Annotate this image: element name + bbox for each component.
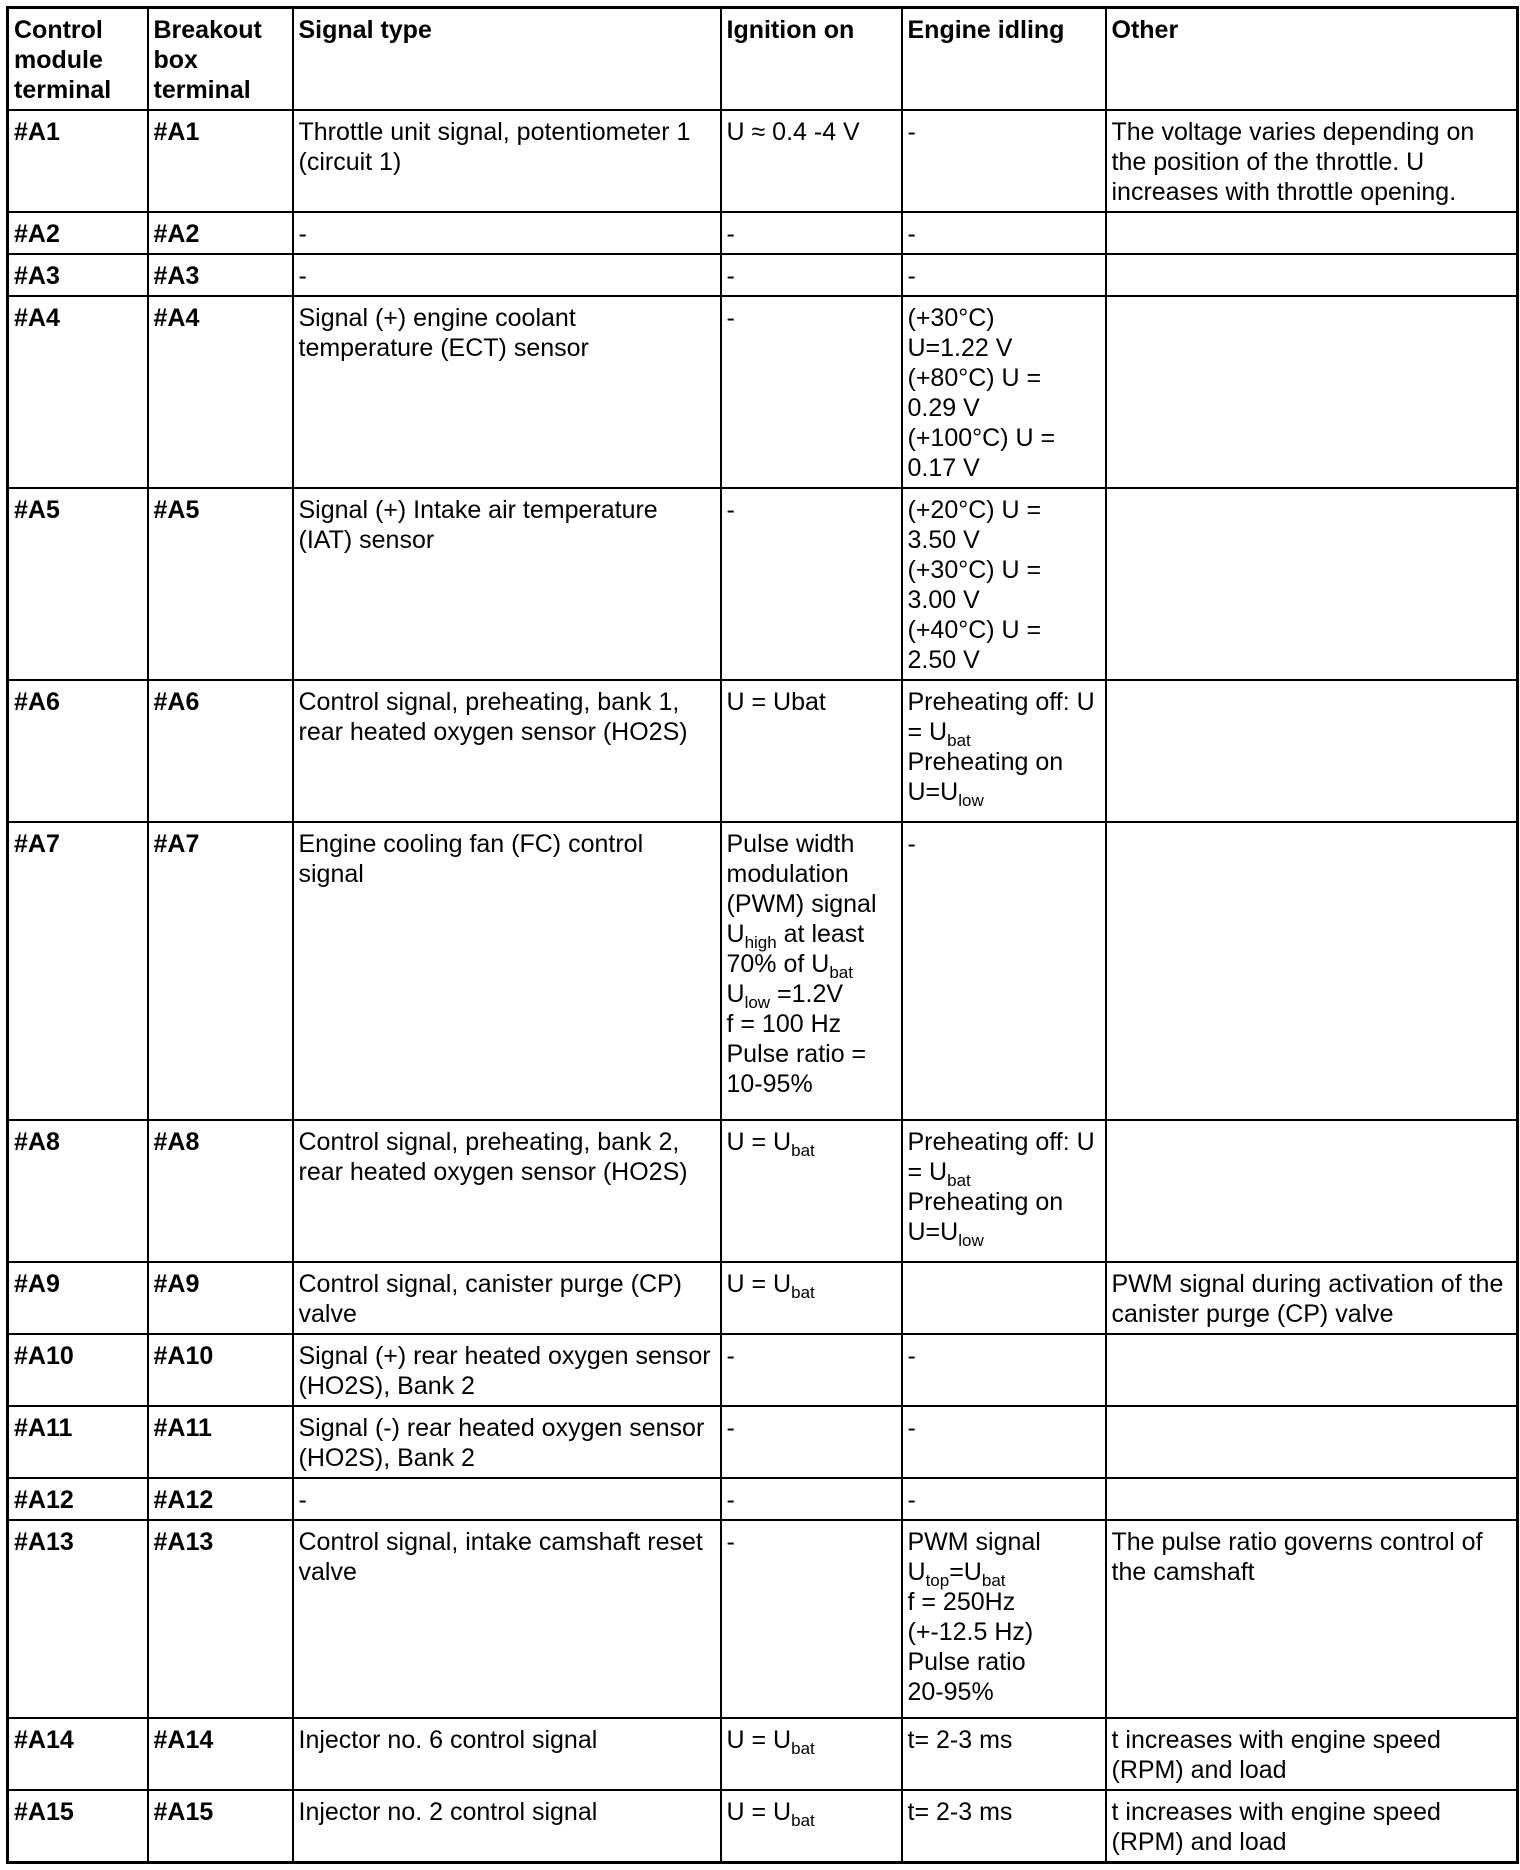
breakout-box-terminal-cell: #A5 <box>148 488 293 680</box>
table-body <box>8 110 1518 1863</box>
cell-line: (circuit 1) <box>298 148 402 176</box>
ignition-on-cell <box>721 1790 902 1863</box>
other-cell <box>1106 254 1518 296</box>
control-module-terminal-cell: #A9 <box>8 1262 148 1334</box>
cell-line <box>908 1797 1101 1827</box>
table-row <box>8 1334 1518 1406</box>
cell-text: (+-12.5 Hz) <box>907 1618 1034 1646</box>
cell-line <box>727 859 897 889</box>
cell-line <box>727 1341 897 1371</box>
cell-text: U = U <box>726 1798 792 1826</box>
cell-text: 0.29 V <box>907 394 980 422</box>
cell-line <box>908 117 1101 147</box>
control-module-terminal-cell: #A8 <box>8 1120 148 1262</box>
cell-line <box>908 219 1101 249</box>
cell-text: at least <box>776 920 865 948</box>
signal-type-cell <box>293 1406 721 1478</box>
cell-line: Control signal, intake camshaft reset <box>298 1528 703 1556</box>
cell-line: Signal (-) rear heated oxygen sensor <box>298 1414 705 1442</box>
other-cell <box>1106 1334 1518 1406</box>
cell-line: The pulse ratio governs control of <box>1111 1528 1483 1556</box>
cell-line <box>907 1217 1101 1250</box>
control-module-terminal-cell: #A1 <box>8 110 148 212</box>
subscript-text: low <box>958 1231 984 1250</box>
cell-line: (HO2S), Bank 2 <box>298 1444 475 1472</box>
cell-line: rear heated oxygen sensor (HO2S) <box>298 718 688 746</box>
cell-text: 2.50 V <box>907 646 980 674</box>
cell-text: =U <box>949 1558 982 1586</box>
cell-line <box>727 1413 897 1443</box>
cell-line <box>727 495 897 525</box>
cell-text: (+100°C) U = <box>907 424 1056 452</box>
control-module-terminal-cell: #A12 <box>8 1478 148 1520</box>
cell-line: - <box>298 220 307 248</box>
breakout-box-terminal-cell: #A6 <box>148 680 293 822</box>
ignition-on-cell <box>721 1334 902 1406</box>
cell-line <box>908 1413 1101 1443</box>
cell-text: t= 2-3 ms <box>907 1726 1013 1754</box>
control-module-terminal-cell: #A13 <box>8 1520 148 1718</box>
header-signal-type: Signal type <box>293 8 721 111</box>
breakout-box-terminal-cell: #A8 <box>148 1120 293 1262</box>
subscript-text: bat <box>791 1283 815 1302</box>
cell-text: 10-95% <box>726 1070 813 1098</box>
signal-type-cell <box>293 1478 721 1520</box>
ignition-on-cell <box>721 680 902 822</box>
cell-text: - <box>726 1414 735 1442</box>
signal-type-cell <box>293 488 721 680</box>
signal-type-cell <box>293 296 721 488</box>
cell-line: Injector no. 6 control signal <box>298 1726 598 1754</box>
cell-line <box>908 615 1101 645</box>
cell-line <box>908 393 1101 423</box>
other-cell <box>1106 110 1518 212</box>
cell-line <box>908 1587 1101 1617</box>
cell-line <box>908 1527 1101 1557</box>
table-row <box>8 296 1518 488</box>
cell-text: (+40°C) U = <box>907 616 1042 644</box>
other-cell <box>1106 488 1518 680</box>
engine-idling-cell <box>902 1718 1106 1790</box>
breakout-box-terminal-cell: #A14 <box>148 1718 293 1790</box>
ignition-on-cell <box>721 110 902 212</box>
cell-line: the position of the throttle. U <box>1111 148 1425 176</box>
cell-text: Preheating on <box>907 748 1064 776</box>
signal-type-cell <box>293 1262 721 1334</box>
cell-line: Signal (+) rear heated oxygen sensor <box>298 1342 711 1370</box>
header-engine-idling: Engine idling <box>902 8 1106 111</box>
subscript-text: bat <box>829 963 853 982</box>
cell-line <box>727 1527 897 1557</box>
cell-text: - <box>726 496 735 524</box>
cell-line <box>727 1009 897 1039</box>
cell-text: Pulse ratio <box>907 1648 1026 1676</box>
cell-text: U=1.22 V <box>907 334 1013 362</box>
engine-idling-cell <box>902 1790 1106 1863</box>
other-cell <box>1106 1120 1518 1262</box>
breakout-box-terminal-cell: #A1 <box>148 110 293 212</box>
table-row <box>8 822 1518 1120</box>
control-module-terminal-cell: #A3 <box>8 254 148 296</box>
cell-line <box>908 363 1101 393</box>
cell-text: - <box>726 304 735 332</box>
cell-line <box>908 303 1101 333</box>
cell-text: (+80°C) U = <box>907 364 1042 392</box>
other-cell <box>1106 1478 1518 1520</box>
cell-line: signal <box>298 860 364 888</box>
ignition-on-cell <box>721 822 902 1120</box>
cell-line <box>908 1725 1101 1755</box>
cell-line: t increases with engine speed <box>1111 1798 1441 1826</box>
cell-line <box>726 1127 897 1160</box>
cell-line <box>726 919 897 952</box>
header-row <box>8 8 1518 111</box>
cell-line: (RPM) and load <box>1111 1828 1287 1856</box>
signal-type-cell <box>293 1334 721 1406</box>
breakout-box-terminal-cell: #A10 <box>148 1334 293 1406</box>
cell-text: U=U <box>907 778 959 806</box>
cell-line: Throttle unit signal, potentiometer 1 <box>298 118 691 146</box>
cell-text: Pulse ratio = <box>726 1040 867 1068</box>
cell-text: = U <box>907 1158 948 1186</box>
header-control-module-terminal: Control module terminal <box>8 8 148 111</box>
control-module-terminal-cell: #A10 <box>8 1334 148 1406</box>
engine-idling-cell <box>902 1520 1106 1718</box>
table-row <box>8 254 1518 296</box>
cell-line <box>908 261 1101 291</box>
table-row <box>8 1262 1518 1334</box>
cell-line <box>726 1797 897 1830</box>
table-row <box>8 1718 1518 1790</box>
cell-text: =1.2V <box>770 980 844 1008</box>
other-cell <box>1106 680 1518 822</box>
cell-text: U=U <box>907 1218 959 1246</box>
ignition-on-cell <box>721 1478 902 1520</box>
cell-text: f = 100 Hz <box>726 1010 842 1038</box>
cell-line <box>727 219 897 249</box>
cell-line <box>726 979 897 1012</box>
other-cell <box>1106 1520 1518 1718</box>
cell-line: canister purge (CP) valve <box>1111 1300 1394 1328</box>
cell-text: U = Ubat <box>726 688 826 716</box>
cell-line <box>908 585 1101 615</box>
cell-text: Preheating off: U <box>907 688 1095 716</box>
cell-line: rear heated oxygen sensor (HO2S) <box>298 1158 688 1186</box>
cell-line: the camshaft <box>1111 1558 1255 1586</box>
cell-line: valve <box>298 1558 357 1586</box>
ignition-on-cell <box>721 212 902 254</box>
cell-line: - <box>298 1486 307 1514</box>
cell-text: U <box>726 920 745 948</box>
cell-line: Signal (+) engine coolant <box>298 304 576 332</box>
cell-text: = U <box>907 718 948 746</box>
cell-line: Control signal, preheating, bank 1, <box>298 688 680 716</box>
cell-line <box>726 1269 897 1302</box>
cell-text: (+30°C) U = <box>907 556 1042 584</box>
control-module-terminal-cell: #A14 <box>8 1718 148 1790</box>
control-module-terminal-cell: #A15 <box>8 1790 148 1863</box>
table-row <box>8 1520 1518 1718</box>
subscript-text: top <box>925 1571 950 1590</box>
engine-idling-cell <box>902 822 1106 1120</box>
other-cell <box>1106 1718 1518 1790</box>
cell-text: 20-95% <box>907 1678 994 1706</box>
subscript-text: bat <box>791 1739 815 1758</box>
cell-text: - <box>726 220 735 248</box>
cell-line <box>727 889 897 919</box>
cell-text: U = U <box>726 1726 792 1754</box>
cell-text: 3.00 V <box>907 586 980 614</box>
engine-idling-cell <box>902 1406 1106 1478</box>
subscript-text: low <box>744 993 771 1012</box>
other-cell <box>1106 212 1518 254</box>
cell-line <box>726 949 897 982</box>
cell-line: (IAT) sensor <box>298 526 435 554</box>
subscript-text: bat <box>947 731 971 750</box>
engine-idling-cell <box>902 212 1106 254</box>
engine-idling-cell <box>902 488 1106 680</box>
subscript-text: bat <box>791 1811 815 1830</box>
cell-line <box>907 717 1101 750</box>
cell-text: U <box>907 1558 926 1586</box>
cell-line: Injector no. 2 control signal <box>298 1798 598 1826</box>
breakout-box-terminal-cell: #A3 <box>148 254 293 296</box>
control-module-terminal-cell: #A4 <box>8 296 148 488</box>
cell-text: - <box>907 1486 916 1514</box>
cell-line: - <box>298 262 307 290</box>
breakout-box-terminal-cell: #A11 <box>148 1406 293 1478</box>
cell-line <box>908 747 1101 777</box>
signal-type-cell <box>293 254 721 296</box>
cell-text: Pulse width <box>726 830 855 858</box>
cell-line <box>908 423 1101 453</box>
cell-line: Engine cooling fan (FC) control <box>298 830 644 858</box>
cell-line <box>726 1725 897 1758</box>
table-row <box>8 212 1518 254</box>
cell-line <box>908 687 1101 717</box>
cell-line <box>908 1677 1101 1707</box>
signal-type-cell <box>293 822 721 1120</box>
cell-line: (RPM) and load <box>1111 1756 1287 1784</box>
cell-line <box>727 1039 897 1069</box>
cell-line <box>727 1485 897 1515</box>
engine-idling-cell <box>902 254 1106 296</box>
cell-text: Preheating on <box>907 1188 1064 1216</box>
cell-line <box>908 1617 1101 1647</box>
cell-line <box>908 829 1101 859</box>
cell-text: PWM signal <box>907 1528 1041 1556</box>
cell-line: The voltage varies depending on <box>1111 118 1475 146</box>
table-row <box>8 488 1518 680</box>
cell-text: U ≈ 0.4 -4 V <box>726 118 860 146</box>
breakout-box-terminal-cell: #A4 <box>148 296 293 488</box>
cell-text: - <box>726 1486 735 1514</box>
control-module-terminal-cell: #A6 <box>8 680 148 822</box>
cell-line <box>727 117 897 147</box>
cell-line <box>727 1069 897 1099</box>
table-row <box>8 110 1518 212</box>
cell-line: increases with throttle opening. <box>1111 178 1457 206</box>
cell-text: 70% of U <box>726 950 830 978</box>
subscript-text: high <box>744 933 777 952</box>
signal-type-cell <box>293 1718 721 1790</box>
breakout-box-terminal-cell: #A9 <box>148 1262 293 1334</box>
engine-idling-cell <box>902 1478 1106 1520</box>
cell-line <box>907 1157 1101 1190</box>
control-module-terminal-cell: #A2 <box>8 212 148 254</box>
cell-text: (PWM) signal <box>726 890 877 918</box>
signal-type-cell <box>293 212 721 254</box>
breakout-box-terminal-cell: #A13 <box>148 1520 293 1718</box>
cell-line <box>908 1187 1101 1217</box>
cell-line <box>727 829 897 859</box>
signal-type-cell <box>293 1120 721 1262</box>
cell-text: - <box>907 1342 916 1370</box>
cell-line <box>908 1341 1101 1371</box>
terminal-signal-table <box>6 6 1519 1864</box>
cell-text: t= 2-3 ms <box>907 1798 1013 1826</box>
cell-line: t increases with engine speed <box>1111 1726 1441 1754</box>
engine-idling-cell <box>902 680 1106 822</box>
cell-text: 3.50 V <box>907 526 980 554</box>
cell-text: 0.17 V <box>907 454 980 482</box>
other-cell <box>1106 1790 1518 1863</box>
signal-type-cell <box>293 680 721 822</box>
cell-text: - <box>907 262 916 290</box>
subscript-text: bat <box>981 1571 1006 1590</box>
cell-text: - <box>907 1414 916 1442</box>
cell-line: Signal (+) Intake air temperature <box>298 496 658 524</box>
header-breakout-box-terminal: Breakout box terminal <box>148 8 293 111</box>
cell-text: - <box>726 262 735 290</box>
breakout-box-terminal-cell: #A2 <box>148 212 293 254</box>
breakout-box-terminal-cell: #A15 <box>148 1790 293 1863</box>
cell-text: U = U <box>726 1128 792 1156</box>
other-cell <box>1106 1406 1518 1478</box>
table-row <box>8 1406 1518 1478</box>
ignition-on-cell <box>721 1406 902 1478</box>
cell-line: Control signal, canister purge (CP) <box>298 1270 682 1298</box>
cell-text: - <box>726 1342 735 1370</box>
ignition-on-cell <box>721 1120 902 1262</box>
breakout-box-terminal-cell: #A7 <box>148 822 293 1120</box>
cell-line <box>908 333 1101 363</box>
table-row <box>8 680 1518 822</box>
signal-type-cell <box>293 110 721 212</box>
table-row <box>8 1120 1518 1262</box>
cell-line: temperature (ECT) sensor <box>298 334 589 362</box>
control-module-terminal-cell: #A5 <box>8 488 148 680</box>
cell-text: (+20°C) U = <box>907 496 1042 524</box>
ignition-on-cell <box>721 1520 902 1718</box>
engine-idling-cell <box>902 1334 1106 1406</box>
cell-line <box>907 1557 1101 1590</box>
subscript-text: low <box>958 791 984 810</box>
cell-line: valve <box>298 1300 357 1328</box>
engine-idling-cell <box>902 110 1106 212</box>
cell-text: - <box>907 830 916 858</box>
header-ignition-on: Ignition on <box>721 8 902 111</box>
ignition-on-cell <box>721 1718 902 1790</box>
terminal-table-wrapper <box>6 6 1519 1864</box>
cell-line <box>908 555 1101 585</box>
signal-type-cell <box>293 1790 721 1863</box>
engine-idling-cell <box>902 1120 1106 1262</box>
subscript-text: bat <box>947 1171 971 1190</box>
cell-line <box>727 261 897 291</box>
cell-line <box>727 687 897 717</box>
cell-line <box>727 303 897 333</box>
signal-type-cell <box>293 1520 721 1718</box>
ignition-on-cell <box>721 488 902 680</box>
cell-line <box>908 1485 1101 1515</box>
ignition-on-cell <box>721 254 902 296</box>
header-other: Other <box>1106 8 1518 111</box>
cell-text: modulation <box>726 860 849 888</box>
table-row <box>8 1478 1518 1520</box>
other-cell <box>1106 1262 1518 1334</box>
engine-idling-cell <box>902 296 1106 488</box>
cell-text: - <box>726 1528 735 1556</box>
cell-text: - <box>907 118 916 146</box>
cell-line: Control signal, preheating, bank 2, <box>298 1128 680 1156</box>
cell-text: - <box>907 220 916 248</box>
cell-text: U <box>726 980 745 1008</box>
ignition-on-cell <box>721 296 902 488</box>
control-module-terminal-cell: #A7 <box>8 822 148 1120</box>
cell-line: (HO2S), Bank 2 <box>298 1372 475 1400</box>
cell-line <box>908 525 1101 555</box>
table-row <box>8 1790 1518 1863</box>
cell-line <box>908 453 1101 483</box>
breakout-box-terminal-cell: #A12 <box>148 1478 293 1520</box>
cell-text: (+30°C) <box>907 304 995 332</box>
cell-text: Preheating off: U <box>907 1128 1095 1156</box>
cell-line <box>908 495 1101 525</box>
other-cell <box>1106 296 1518 488</box>
cell-line <box>908 645 1101 675</box>
cell-line <box>907 777 1101 810</box>
cell-text: U = U <box>726 1270 792 1298</box>
other-cell <box>1106 822 1518 1120</box>
cell-text: f = 250Hz <box>907 1588 1016 1616</box>
cell-line <box>908 1127 1101 1157</box>
cell-line <box>908 1647 1101 1677</box>
control-module-terminal-cell: #A11 <box>8 1406 148 1478</box>
cell-line: PWM signal during activation of the <box>1111 1270 1504 1298</box>
engine-idling-cell <box>902 1262 1106 1334</box>
ignition-on-cell <box>721 1262 902 1334</box>
subscript-text: bat <box>791 1141 815 1160</box>
